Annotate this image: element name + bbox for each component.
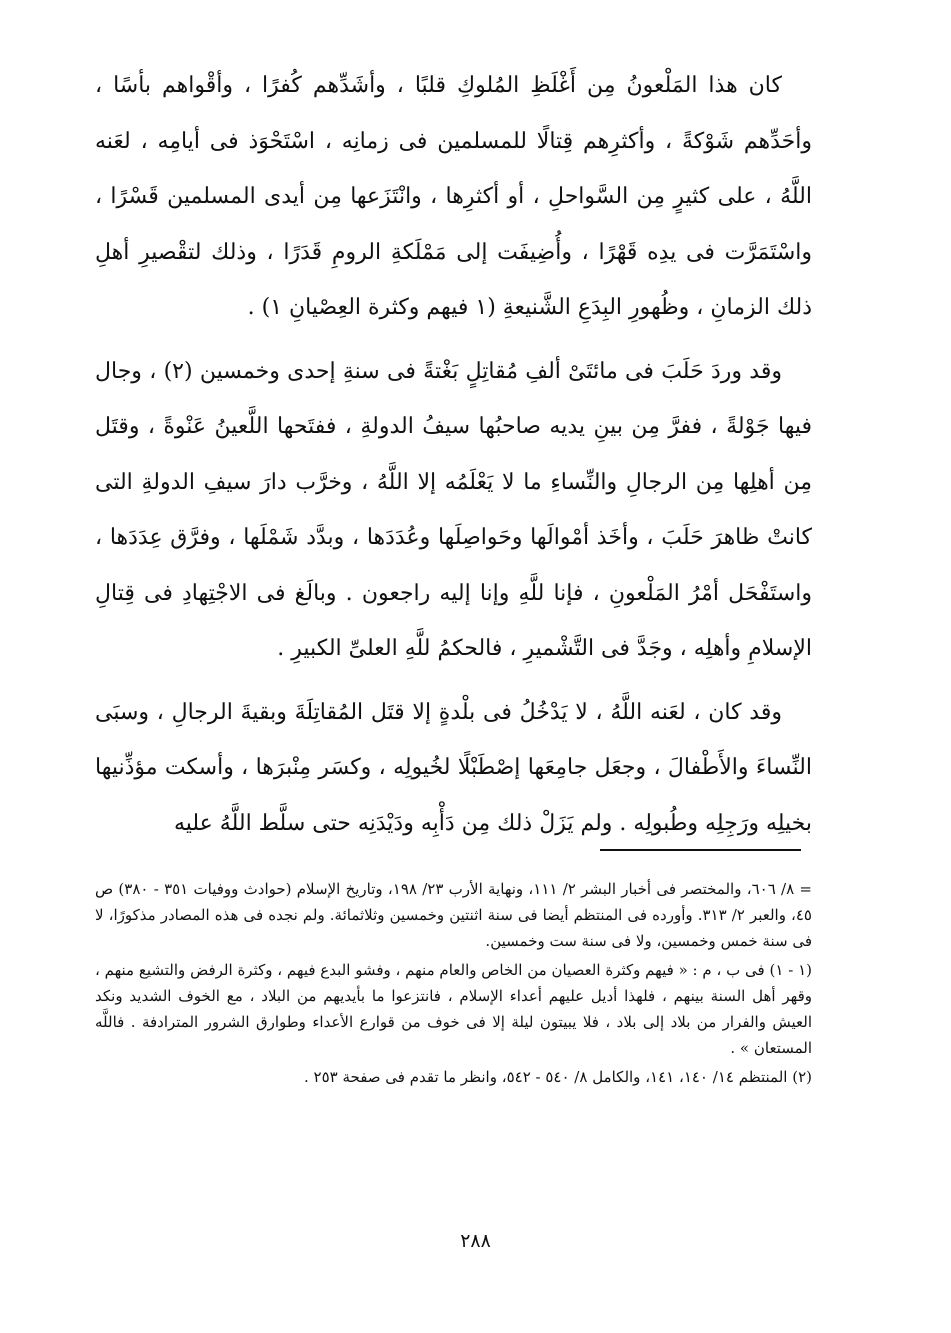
paragraph-2: وقد وردَ حَلَبَ فى مائتَىْ ألفِ مُقاتِلٍ بَغْتةً فى سنةِ إحدى وخمسين (٢) ، وجال فيها جَوْلةً ، ففرَّ مِن بينِ يديه صاحبُها سيفُ الدولةِ ، ففتَحها اللَّعينُ عَنْوةً ، وقتَل مِن أهلِها مِن الرجالِ والنِّساءِ ما لا يَعْلَمُه إلا اللَّهُ ، وخرَّب دارَ سيفِ الدولةِ التى كانتْ ظاهرَ حَلَبَ ، وأخَذ أمْوالَها وحَواصِلَها وعُدَدَها ، وبدَّد شَمْلَها ، وفرَّق عِدَدَها ، واستَفْحَل أمْرُ المَلْعونِ ، فإنا للَّهِ وإنا إليه راجعون . وبالَغ فى الاجْتِهادِ فى قِتالِ الإسلامِ وأهلِه ، وجَدَّ فى التَّشْميرِ ، فالحكمُ للَّهِ العلىِّ الكبيرِ .	[95, 358, 812, 661]
main-body	[95, 58, 812, 851]
footnote-2: (٢) المنتظم ١٤/ ١٤٠، ١٤١، والكامل ٨/ ٥٤٠ - ٥٤٢، وانظر ما تقدم فى صفحة ٢٥٣ .	[303, 1068, 812, 1086]
paragraph-1: كان هذا المَلْعونُ مِن أَغْلَظِ المُلوكِ قلبًا ، وأشَدِّهم كُفرًا ، وأقْواهم بأسًا ، وأحَدِّهم شَوْكةً ، وأكثرِهم قِتالًا للمسلمين فى زمانِه ، اسْتَحْوَذ فى أيامِه ، لعَنه اللَّهُ ، على كثيرٍ مِن السَّواحلِ ، أو أكثرِها ، وانْتَزَعها مِن أيدى المسلمين قَسْرًا ، واسْتَمَرَّت فى يدِه قَهْرًا ، وأُضِيفَت إلى مَمْلَكةِ الرومِ قَدَرًا ، وذلك لتقْصيرِ أهلِ ذلك الزمانِ ، وظُهورِ البِدَعِ الشَّنيعةِ (١ فيهم وكثرة العِصْيانِ ١) .	[95, 73, 812, 320]
page-number: ٢٨٨	[460, 1230, 491, 1252]
paragraph-3: وقد كان ، لعَنه اللَّهُ ، لا يَدْخُلُ فى بلْدةٍ إلا قتَل المُقاتِلَةَ وبقيةَ الرجالِ ، وسبَى النِّساءَ والأَطْفالَ ، وجعَل جامِعَها إصْطَبْلًا لخُيولِه ، وكسَر مِنْبرَها ، وأسكت مؤذِّنيها بخيلِه ورَجِلِه وطُبولِه . ولم يَزَلْ ذلك مِن دَأْبِه ودَيْدَنِه حتى سلَّط اللَّهُ عليه	[95, 699, 812, 836]
main-text	[95, 58, 812, 851]
footnote-continuation: = ٨/ ٦٠٦، والمختصر فى أخبار البشر ٢/ ١١١، ونهاية الأرب ٢٣/ ١٩٨، وتاريخ الإسلام (حوادث ووفيات ٣٥١ - ٣٨٠) ص ٤٥، والعبر ٢/ ٣١٣. وأورده فى المنتظم أيضا فى سنة اثنتين وخمسين وثلاثمائة. ولم نجده فى هذه المصادر مذكورًا، لا فى سنة خمس وخمسين، ولا فى سنة ست وخمسين.	[95, 880, 812, 950]
footnote-divider	[600, 849, 801, 851]
footnotes	[95, 876, 812, 1093]
footnote-1: (١ - ١) فى ب ، م : « فيهم وكثرة العصيان من الخاص والعام منهم ، وفشو البدع فيهم ، وكثرة الرفض والتشيع منهم ، وقهر أهل السنة بينهم ، فلهذا أديل عليهم أعداء الإسلام ، فانتزعوا ما بأيديهم من البلاد ، مع الخوف الشديد ونكد العيش والفرار من بلاد إلى بلاد ، فلا يبيتون ليلة إلا فى خوف من قوارع الأعداء وطوارق الشرور المترادفة . فاللَّه المستعان » .	[95, 961, 813, 1057]
